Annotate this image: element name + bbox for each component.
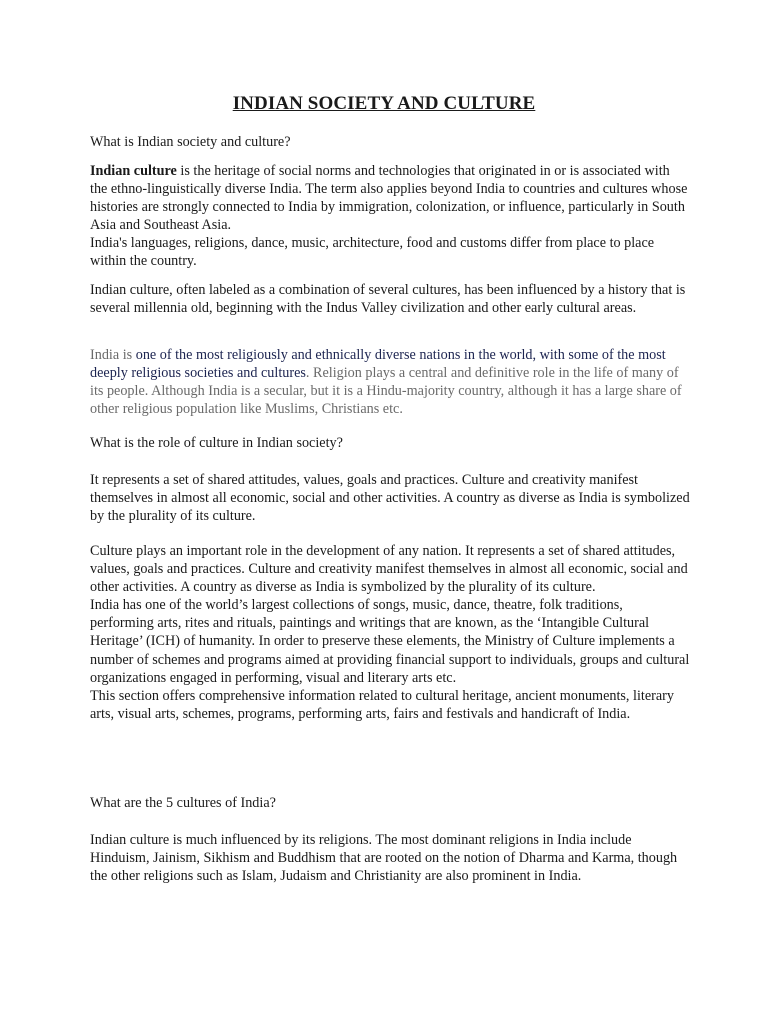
- paragraph-6: Indian culture is much influenced by its religions. The most dominant religions in India include Hinduism, Jainism, Sikhism and Buddhism that are rooted on the notion of Dharma and Karma, though the other religions such as Islam, Judaism and Christianity are also prominent in India.: [90, 832, 678, 885]
- paragraph-5-part-1: Culture plays an important role in the development of any nation. It represents a set of shared attitudes, values, goals and practices. Culture and creativity manifest themselves in almost all economic, social and other activities. A country as diverse as India is symbolized by the plurality of its culture.: [90, 543, 688, 596]
- paragraph-5: [90, 542, 690, 723]
- paragraph-1: [90, 162, 690, 271]
- paragraph-3-highlight: one of the most religiously and ethnically diverse nations in the world, with some of the most deeply religious societies and cultures: [90, 347, 666, 382]
- question-3: What are the 5 cultures of India?: [90, 795, 276, 811]
- paragraph-3: [90, 346, 690, 418]
- paragraph-5-part-3: This section offers comprehensive information related to cultural heritage, ancient monuments, literary arts, visual arts, schemes, programs, performing arts, fairs and festivals and handicraft of India.: [90, 687, 674, 722]
- paragraph-5-part-2: India has one of the world’s largest collections of songs, music, dance, theatre, folk traditions, performing arts, rites and rituals, paintings and writings that are known, as the ‘Intangible Cultural Heritage’ (ICH) of humanity. In order to preserve these elements, the Ministry of Culture implements a number of schemes and programs aimed at providing financial support to individuals, groups and cultural organizations engaged in performing, visual and literary arts etc.: [90, 597, 690, 686]
- document-title: INDIAN SOCIETY AND CULTURE: [232, 93, 536, 114]
- paragraph-4: It represents a set of shared attitudes, values, goals and practices. Culture and creativity manifest themselves in almost all economic, social and other activities. A country as diverse as India is symbolized by the plurality of its culture.: [90, 472, 690, 525]
- paragraph-1-text: is the heritage of social norms and technologies that originated in or is associated with the ethno-linguistically diverse India. The term also applies beyond India to countries and cultures whose histories are strongly connected to India by immigration, colonization, or influence, particularly in South Asia and Southeast Asia.: [90, 163, 688, 234]
- question-2: What is the role of culture in Indian society?: [90, 435, 343, 451]
- paragraph-2: Indian culture, often labeled as a combination of several cultures, has been influenced by a history that is several millennia old, beginning with the Indus Valley civilization and other early cultural areas.: [90, 282, 686, 317]
- paragraph-3-rest: . Religion plays a central and definitive role in the life of many of its people. Although India is a secular, but it is a Hindu-majority country, although it has a large share of other religious population like Muslims, Christians etc.: [90, 365, 682, 418]
- paragraph-1-line-2: India's languages, religions, dance, music, architecture, food and customs differ from place to place within the country.: [90, 235, 655, 270]
- paragraph-1-bold-term: Indian culture: [90, 163, 177, 179]
- paragraph-3-lead: India is: [90, 347, 136, 363]
- question-1: What is Indian society and culture?: [90, 134, 291, 150]
